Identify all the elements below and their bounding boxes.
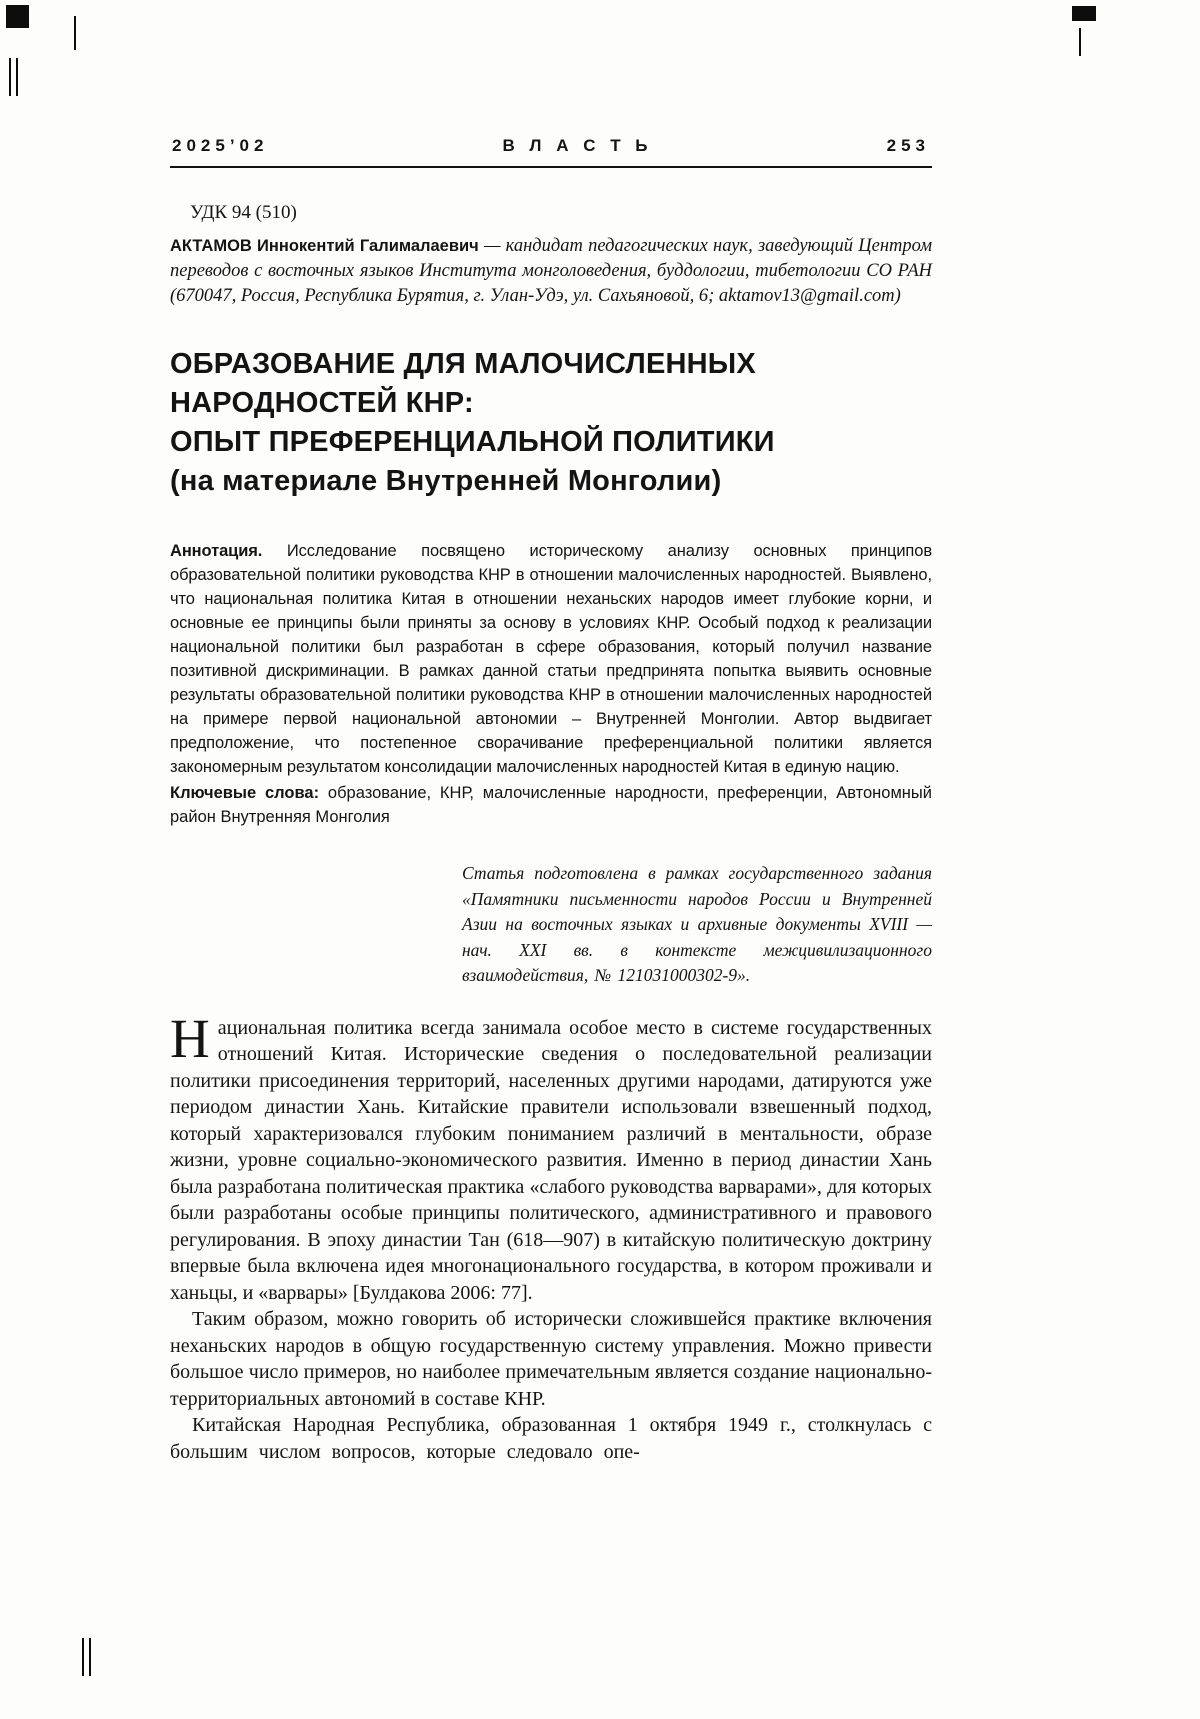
registration-mark xyxy=(1079,28,1081,56)
drop-cap: Н xyxy=(170,1007,210,1069)
page-content xyxy=(170,136,932,1465)
keywords-text: образование, КНР, малочисленные народности, преференции, Автономный район Внутренняя Монголия xyxy=(170,784,932,826)
registration-mark xyxy=(82,1638,84,1676)
body-paragraph: Таким образом, можно говорить об исторически сложившейся практике включения неханьских народов в общую государственную систему управления. Можно привести большое число примеров, но наиболее примечательным является создание национально-территориальных автономий в составе КНР. xyxy=(170,1308,932,1410)
body-paragraph xyxy=(170,1007,932,1307)
article-body xyxy=(170,1007,932,1466)
article-title xyxy=(170,345,932,501)
udc-code: УДК 94 (510) xyxy=(190,202,297,223)
running-head xyxy=(170,136,932,168)
article-title-line: (на материале Внутренней Монголии) xyxy=(170,465,722,497)
page-number: 253 xyxy=(886,136,930,155)
author-affiliation: — кандидат педагогических наук, заведующий Центром переводов с восточных языков Института монголоведения, буддологии, тибетологии СО РАН (670047, Россия, Республика Бурятия, г. Улан-Удэ, ул. Сахьяновой, 6; aktamov13@gmail.com) xyxy=(170,236,932,306)
issue-number: 2025’02 xyxy=(172,136,269,155)
article-title-line: ОПЫТ ПРЕФЕРЕНЦИАЛЬНОЙ ПОЛИТИКИ xyxy=(170,426,775,458)
registration-mark xyxy=(9,58,11,96)
abstract-text: Исследование посвящено историческому анализу основных принципов образовательной политики руководства КНР в отношении малочисленных народностей. Выявлено, что национальная политика Китая в отношении неханьских народов имеет глубокие корни, и основные ее принципы были приняты за основу в условиях КНР. Особый подход к реализации национальной политики был разработан в сфере образования, который получил название позитивной дискриминации. В рамках данной статьи предпринята попытка выявить основные результаты образовательной политики руководства КНР в отношении малочисленных народностей на примере первой национальной автономии – Внутренней Монголии. Автор выдвигает предположение, что постепенное сворачивание преференциальной политики является закономерным результатом консолидации малочисленных народностей Китая в единую нацию. xyxy=(170,542,933,776)
funding-note: Статья подготовлена в рамках государственного задания «Памятники письменности народов России и Внутренней Азии на восточных языках и архивные документы XVIII — нач. XXI вв. в контексте межцивилизационного взаимодействия, № 121031000302-9». xyxy=(462,863,932,985)
registration-mark xyxy=(16,58,18,96)
registration-mark xyxy=(74,16,76,50)
registration-mark xyxy=(6,5,29,28)
keywords-label: Ключевые слова: xyxy=(170,784,320,802)
article-title-line: ОБРАЗОВАНИЕ ДЛЯ МАЛОЧИСЛЕННЫХ xyxy=(170,348,756,380)
body-paragraph: Китайская Народная Республика, образованная 1 октября 1949 г., столкнулась с большим числом вопросов, которые следовало опе- xyxy=(170,1414,932,1463)
abstract xyxy=(170,539,932,779)
keywords xyxy=(170,781,932,829)
registration-mark xyxy=(1072,6,1096,21)
abstract-label: Аннотация. xyxy=(170,542,263,560)
article-title-line: НАРОДНОСТЕЙ КНР: xyxy=(170,387,474,419)
registration-mark xyxy=(89,1638,91,1676)
author-block xyxy=(170,234,932,309)
body-paragraph-text: ациональная политика всегда занимала особое место в системе государственных отношений Китая. Исторические сведения о последовательной реализации политики присоединения территорий, населенных другими народами, датируются уже периодом династии Хань. Китайские правители использовали взвешенный подход, который характеризовался глубоким пониманием различий в ментальности, образе жизни, уровне социально-экономического развития. Именно в период династии Хань была разработана политическая практика «слабого руководства варварами», для которых были разработаны особые принципы политического, административного и правового регулирования. В эпоху династии Тан (618—907) в китайскую политическую доктрину впервые была включена идея многонационального государства, в котором проживали и ханьцы, и «варвары» [Булдакова 2006: 77]. xyxy=(170,1016,932,1304)
journal-title: В Л А С Т Ь xyxy=(502,136,653,155)
author-name: АКТАМОВ Иннокентий Галималаевич xyxy=(170,237,479,255)
